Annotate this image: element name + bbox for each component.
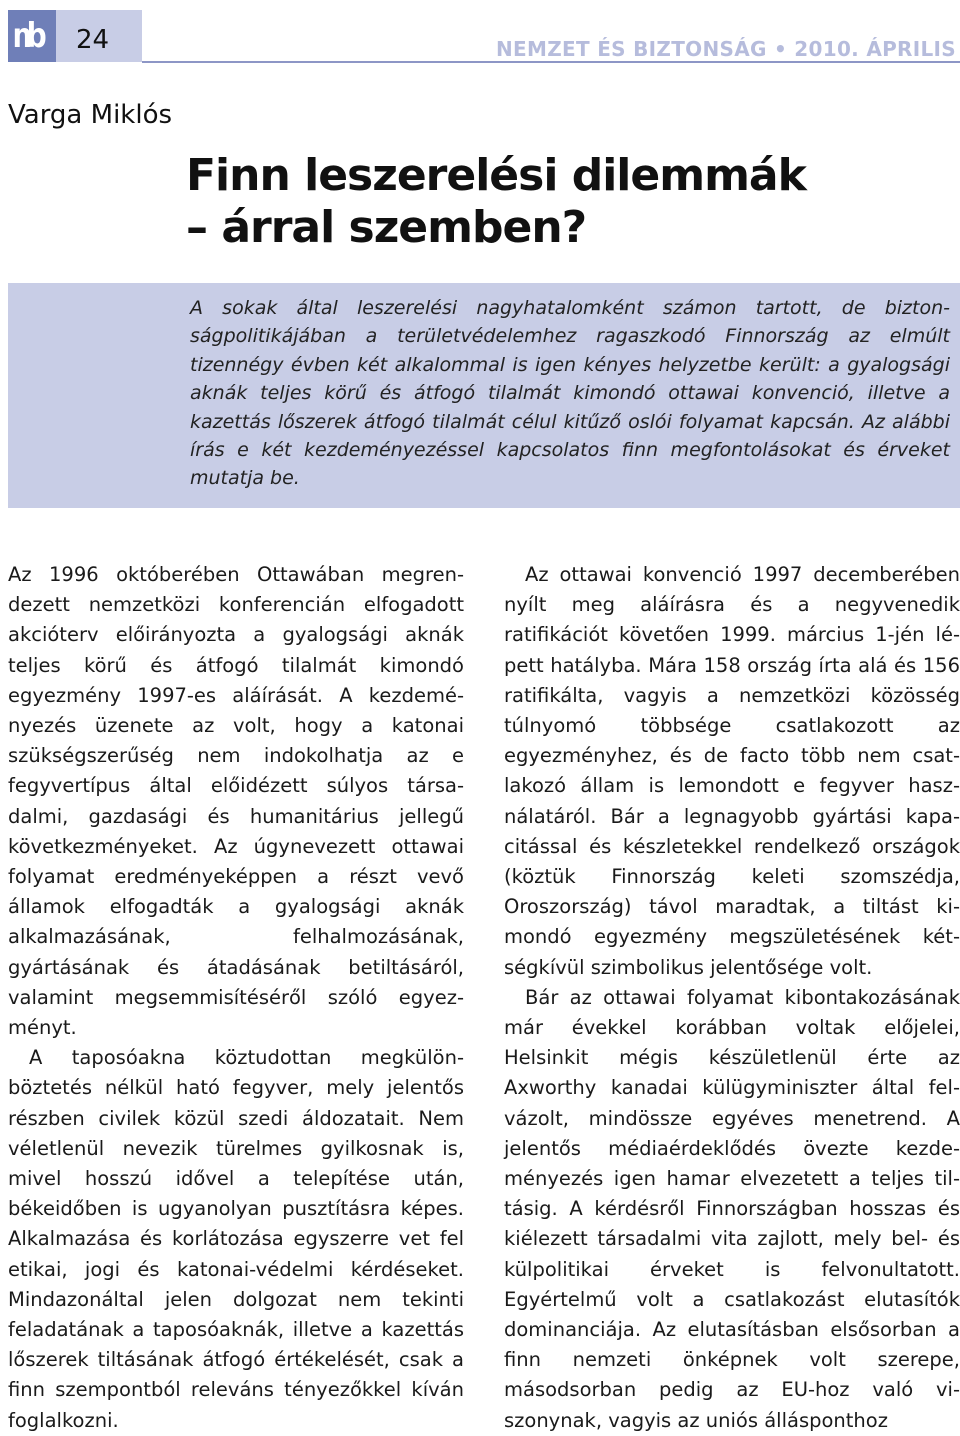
left-paragraph-1: Az 1996 októberében Ottawában megrendezett nemzetközi konferencián elfogadott akcióterv előirányozta a gyalogsági aknák teljes körű és átfogó tilalmát kimondó egyezmény 1997-es aláírását. A kezdeményezés üzenete az volt, hogy a katonai szükségszerűség nem indokolhatja az e fegyvertípus által előidézett súlyos társadalmi, gazdasági és humanitárius jellegű következményeket. Az úgynevezett ottawai folyamat eredményeképpen a részt vevő államok elfogadták a gyalogsági aknák alkalmazásának, felhalmozásának, gyártásának és átadásának betiltásáról, valamint megsemmisítéséről szóló egyezményt. [8,563,464,1040]
article-lead: A sokak által leszerelési nagyhatalomként számon tartott, de biztonságpolitikájában a területvédelemhez ragaszkodó Finnország az elmúlt tizennégy évben két alkalommal is igen kényes helyzetbe került: a gyalogsági aknák teljes körű és átfogó tilalmát kimondó ottawai konvenció, illetve a kazettás lőszerek átfogó tilalmát célul kitűző oslói folyamat kapcsán. Az alábbi írás e két kezdeményezéssel kapcsolatos finn megfontolásokat és érveket mutatja be. [190,297,950,490]
journal-logo-text: nb [12,16,41,56]
page-number: 24 [76,25,110,55]
left-column [8,560,464,1436]
article-title-line-2: – árral szemben? [186,202,587,253]
right-column [504,560,960,1436]
journal-logo [8,10,56,62]
article-author: Varga Miklós [8,100,173,130]
article-title [186,150,806,254]
header-rule [142,61,960,63]
left-paragraph-2: A taposóakna köztudottan megkülönböztetés nélkül ható fegyver, mely jelentős részben civilek közül szedi áldozatait. Nem véletlenül nevezik türelmes gyilkosnak is, mivel hosszú idővel a telepítése után, békeidőben is ugyanolyan pusztításra képes. Alkalmazása és korlátozása egyszerre vet fel etikai, jogi és katonai-védelmi kérdéseket. Mindazonáltal jelen dolgozat nem tekinti feladatának a taposóaknák, illetve a kazettás lőszerek tiltásának átfogó értékelését, csak a finn szempontból releváns tényezőkkel kíván foglalkozni. [8,1046,464,1432]
right-paragraph-2: Bár az ottawai folyamat kibontakozásának már évekkel korábban voltak előjelei, Helsinkit mégis készületlenül érte az Axworthy kanadai külügyminiszter által felvázolt, mindössze egyéves menetrend. A jelentős médiaérdeklődés övezte kezdeményezés igen hamar elvezetett a teljes tiltásig. A kérdésről Finnországban hosszas és kiélezett társadalmi vita zajlott, mely bel- és külpolitikai érveket is felvonultatott. Egyértelmű volt a csatlakozást elutasítók dominanciája. Az elutasításban elsősorban a finn nemzeti önképnek volt szerepe, másodsorban pedig az EU-hoz való viszonynak, vagyis az uniós állásponthoz [504,985,960,1432]
right-paragraph-1: Az ottawai konvenció 1997 decemberében nyílt meg aláírásra és a negyvenedik ratifikációt követően 1999. március 1-jén lépett hatályba. Mára 158 ország írta alá és 156 ratifikálta, vagyis a nemzetközi közösség túlnyomó többsége csatlakozott az egyezményhez, és de facto több nem csatlakozó állam is lemondott e fegyver használatáról. Bár a legnagyobb gyártási kapacitással és készletekkel rendelkező országok (köztük Finnország keleti szomszédja, Oroszország) távol maradtak, a tiltást kimondó egyezmény megszületésének kétségkívül szimbolikus jelentősége volt. [504,563,960,979]
running-header: NEMZET ÉS BIZTONSÁG • 2010. ÁPRILIS [496,37,956,61]
article-title-line-1: Finn leszerelési dilemmák [186,150,806,201]
